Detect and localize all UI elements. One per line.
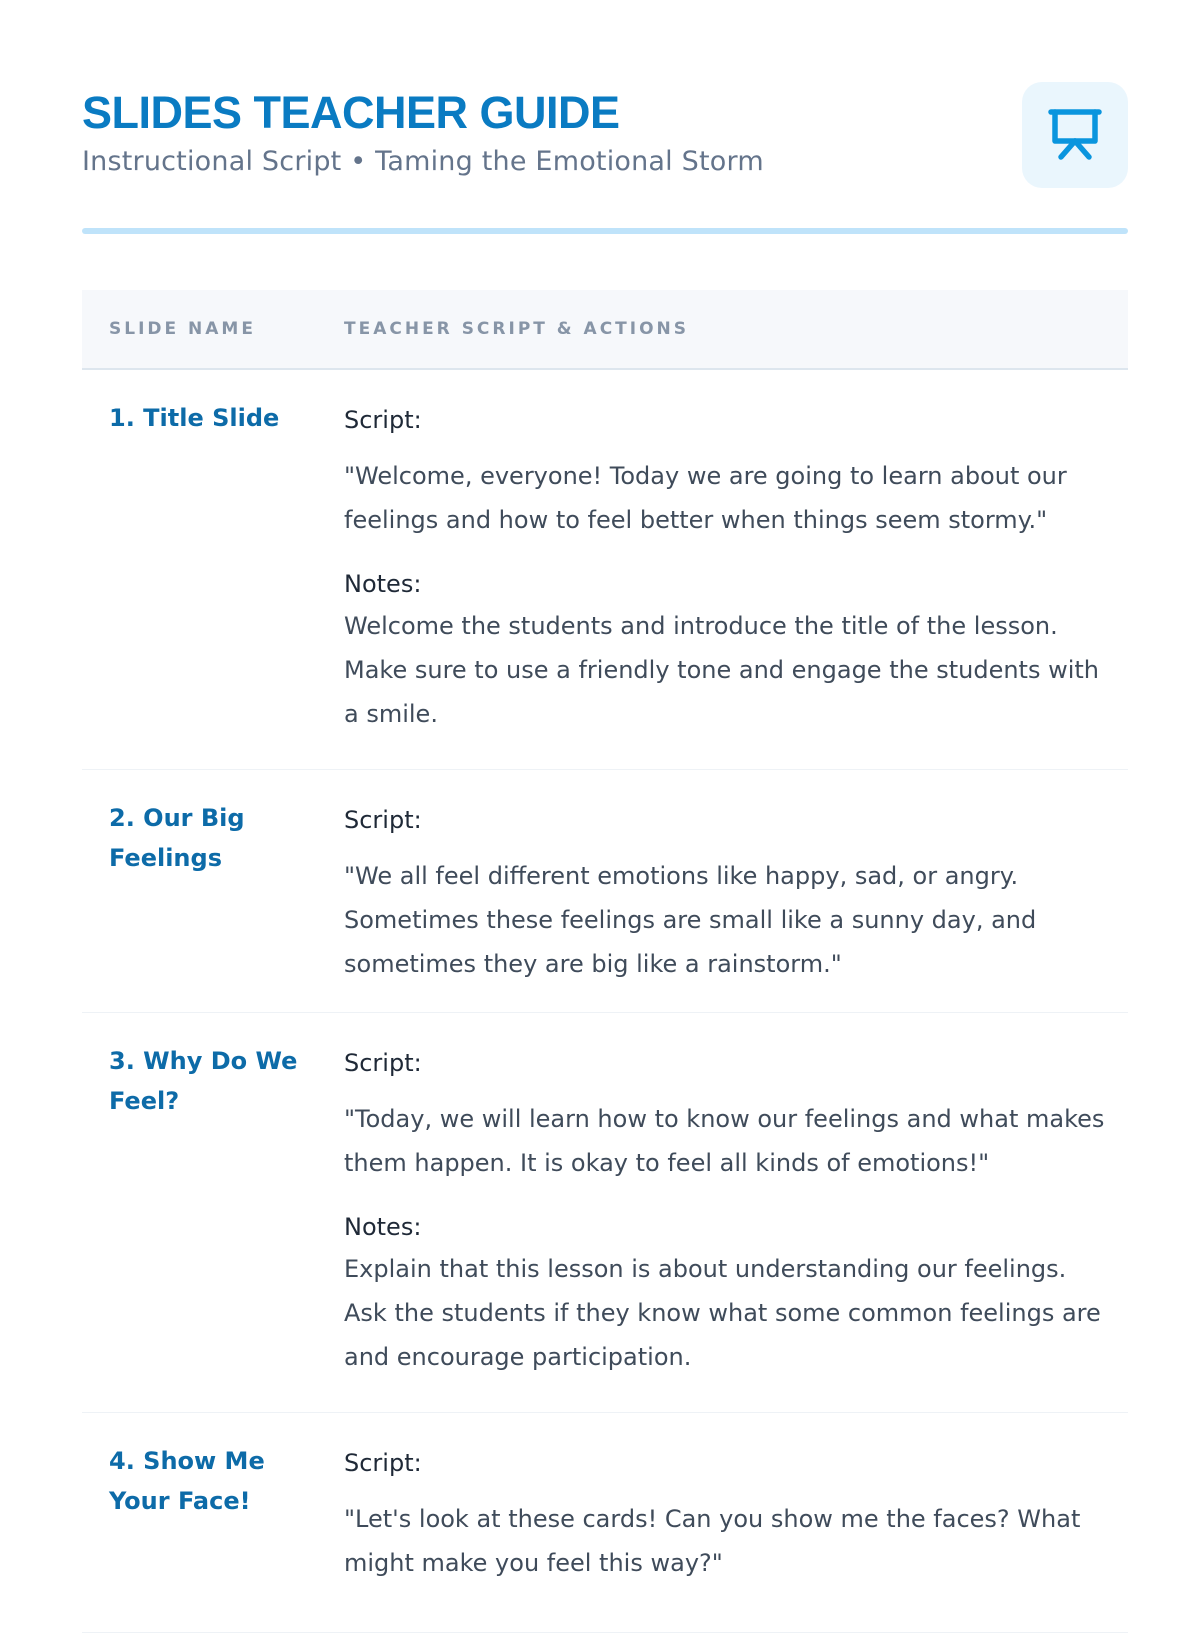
header-divider [82, 228, 1128, 234]
table-row [82, 770, 1128, 1013]
script-label: Script: [344, 406, 422, 434]
script-label: Script: [344, 806, 422, 834]
script-label: Script: [344, 1049, 422, 1077]
slide-name: 1. Title Slide [109, 404, 280, 432]
script-text: "Let's look at these cards! Can you show me the faces? What might make you feel this way?" [344, 1505, 1081, 1577]
script-text: "Today, we will learn how to know our feelings and what makes them happen. It is okay to feel all kinds of emotions!" [344, 1105, 1105, 1177]
script-cell [344, 1013, 1128, 1412]
logo-badge [1022, 82, 1128, 188]
script-cell [344, 1413, 1128, 1632]
page-header [82, 80, 1128, 234]
table-header [82, 290, 1128, 370]
notes-label: Notes: [344, 1213, 422, 1241]
slide-name: 4. Show Me Your Face! [109, 1447, 265, 1515]
table-row [82, 370, 1128, 770]
notes-text: Explain that this lesson is about understanding our feelings. Ask the students if they know what some common feelings are and encourage participation. [344, 1255, 1101, 1371]
script-text: "Welcome, everyone! Today we are going to learn about our feelings and how to feel better when things seem stormy." [344, 462, 1067, 534]
script-text: "We all feel different emotions like happy, sad, or angry. Sometimes these feelings are small like a sunny day, and sometimes they are big like a rainstorm." [344, 862, 1037, 978]
notes-text: Welcome the students and introduce the title of the lesson. Make sure to use a friendly tone and engage the students with a smile. [344, 612, 1100, 728]
slide-name: 3. Why Do We Feel? [109, 1047, 298, 1115]
column-header-teacher-script: TEACHER SCRIPT & ACTIONS [344, 319, 690, 339]
slide-name: 2. Our Big Feelings [109, 804, 245, 872]
script-label: Script: [344, 1449, 422, 1477]
page-title: SLIDES TEACHER GUIDE [82, 87, 620, 138]
page-subtitle: Instructional Script • Taming the Emotional Storm [82, 146, 764, 177]
table-row [82, 1013, 1128, 1413]
script-cell [344, 770, 1128, 1012]
slides-table [82, 290, 1128, 1633]
presentation-board-icon [1045, 105, 1105, 165]
table-row [82, 1413, 1128, 1633]
script-cell [344, 370, 1128, 769]
column-header-slide-name: SLIDE NAME [109, 319, 256, 339]
notes-label: Notes: [344, 570, 422, 598]
